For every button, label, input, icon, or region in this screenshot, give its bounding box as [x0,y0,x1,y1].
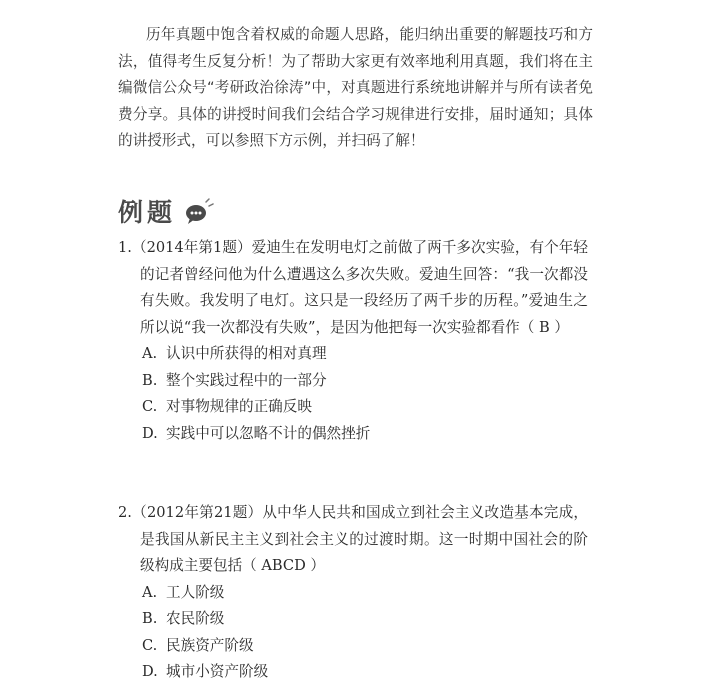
option-letter: D. [142,663,158,680]
option-text: 整个实践过程中的一部分 [166,371,327,389]
option-item [118,394,588,421]
option-item [118,421,588,448]
option-text: 农民阶级 [166,610,225,627]
option-text: 对事物规律的正确反映 [166,398,312,415]
option-item [118,580,588,607]
option-text: 民族资产阶级 [166,636,254,654]
option-item [118,341,588,368]
option-text: 工人阶级 [166,583,225,601]
option-letter: C. [142,636,158,654]
option-letter: A. [142,583,158,601]
question-2 [118,500,588,686]
option-list [118,341,588,447]
option-item [118,633,588,660]
option-letter: C. [142,398,158,415]
chat-bubble-icon [184,196,216,226]
question-stem [118,500,588,580]
option-item [118,659,588,686]
option-item [118,368,588,395]
section-heading [118,193,216,229]
option-letter: B. [142,371,158,389]
question-stem-text: （2014年第1题）爱迪生在发明电灯之前做了两千多次实验，有个年轻的记者曾经问他为什么遭遇这么多次失败。爱迪生回答：“我一次都没有失败。我发明了电灯。这只是一段经历了两千步的历程。”爱迪生之所以说“我一次都没有失败”，是因为他把每一次实验都看作（ B ） [131,239,588,336]
question-number: 2. [118,504,132,521]
section-heading-text: 例题 [118,198,177,227]
question-stem [118,235,588,341]
option-letter: D. [142,424,158,442]
question-number: 1. [118,239,132,256]
option-letter: A. [142,345,158,362]
option-text: 城市小资产阶级 [166,663,269,680]
intro-paragraph: 历年真题中饱含着权威的命题人思路，能归纳出重要的解题技巧和方法，值得考生反复分析！为了帮助大家更有效率地利用真题，我们将在主编微信公众号“考研政治徐涛”中，对真题进行系统地讲解并与所有读者免费分享。具体的讲授时间我们会结合学习规律进行安排，届时通知；具体的讲授形式，可以参照下方示例，并扫码了解！ [118,26,593,149]
question-1 [118,235,588,447]
option-letter: B. [142,610,158,627]
option-list [118,580,588,686]
option-text: 实践中可以忽略不计的偶然挫折 [166,424,371,442]
option-item [118,606,588,633]
option-text: 认识中所获得的相对真理 [166,345,327,362]
question-stem-text: （2012年第21题）从中华人民共和国成立到社会主义改造基本完成，是我国从新民主主义到社会主义的过渡时期。这一时期中国社会的阶级构成主要包括（ ABCD ） [131,504,588,574]
